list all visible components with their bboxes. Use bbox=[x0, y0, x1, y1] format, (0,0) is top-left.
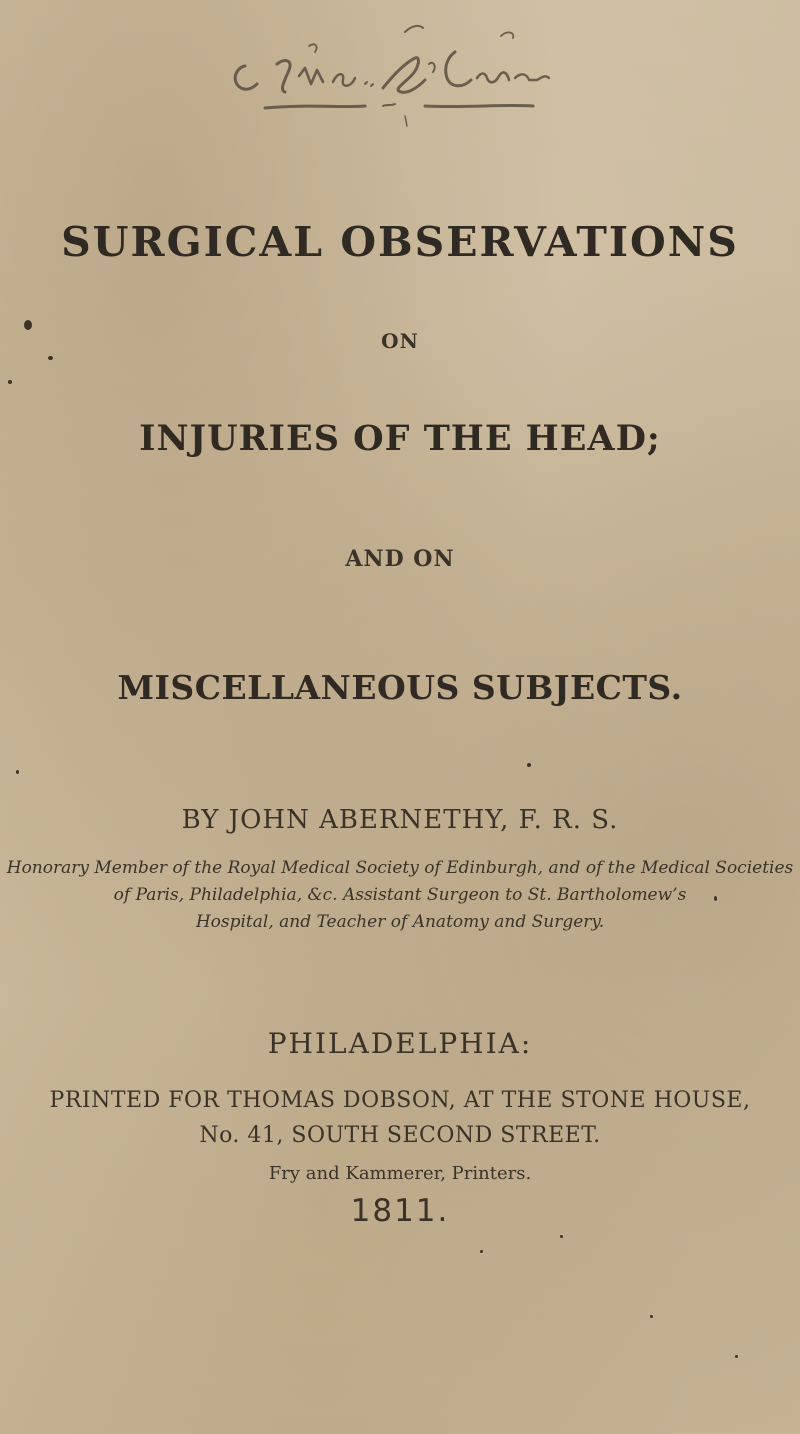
foxing-spot bbox=[8, 380, 12, 384]
credentials-line: Hospital, and Teacher of Anatomy and Surgery. bbox=[195, 912, 605, 932]
title-connector-and-on: AND ON bbox=[345, 546, 455, 572]
foxing-spot bbox=[650, 1315, 653, 1318]
imprint-publisher: PRINTED FOR THOMAS DOBSON, AT THE STONE HOUSE, bbox=[49, 1088, 751, 1113]
foxing-spot bbox=[16, 770, 19, 774]
imprint-year: 1811. bbox=[350, 1193, 450, 1229]
foxing-spot bbox=[480, 1250, 483, 1253]
foxing-spot bbox=[48, 356, 53, 360]
title-subject-miscellaneous: MISCELLANEOUS SUBJECTS. bbox=[117, 668, 683, 707]
foxing-spot bbox=[560, 1235, 563, 1238]
title-subject-head-injuries: INJURIES OF THE HEAD; bbox=[139, 418, 661, 459]
imprint-address: No. 41, SOUTH SECOND STREET. bbox=[199, 1123, 601, 1148]
foxing-spot bbox=[735, 1355, 738, 1358]
foxing-spot bbox=[24, 320, 32, 330]
foxing-spot bbox=[714, 896, 717, 901]
author-credentials bbox=[0, 855, 800, 936]
credentials-line: Honorary Member of the Royal Medical Society of Edinburgh, and of the Medical Societies bbox=[6, 858, 794, 878]
author-byline: BY JOHN ABERNETHY, F. R. S. bbox=[181, 805, 619, 835]
credentials-line: of Paris, Philadelphia, &c. Assistant Surgeon to St. Bartholomew’s bbox=[113, 885, 687, 905]
imprint-printers: Fry and Kammerer, Printers. bbox=[268, 1163, 532, 1184]
foxing-spot bbox=[527, 763, 531, 767]
title-connector-on: ON bbox=[381, 329, 419, 353]
imprint-place: PHILADELPHIA: bbox=[267, 1027, 533, 1060]
title-main: SURGICAL OBSERVATIONS bbox=[61, 218, 739, 266]
handwritten-signature bbox=[215, 8, 595, 128]
